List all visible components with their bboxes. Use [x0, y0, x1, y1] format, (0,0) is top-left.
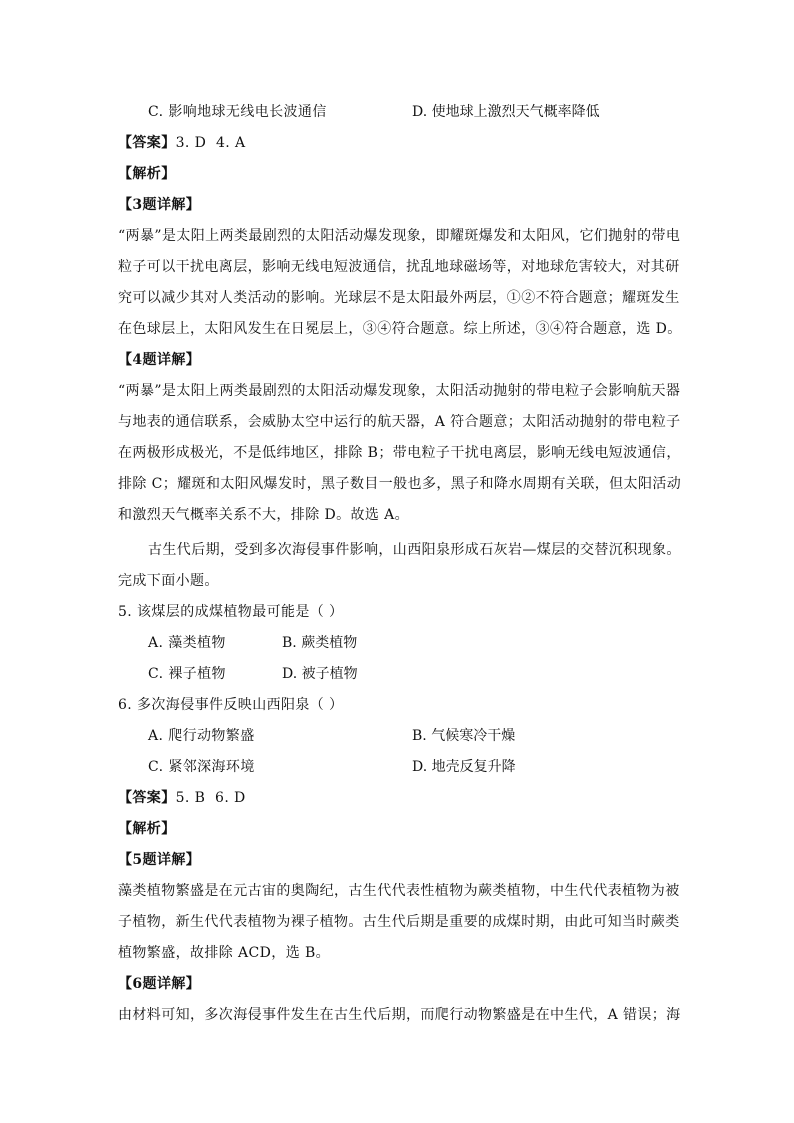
q5-option-c: C. 裸子植物 [148, 666, 226, 682]
q4-detail-line: 排除 C；耀斑和太阳风爆发时，黑子数目一般也多，黑子和降水周期有关联，但太阳活动 [118, 476, 682, 492]
material-text: 古生代后期，受到多次海侵事件影响，山西阳泉形成石灰岩—煤层的交替沉积现象。 [148, 542, 681, 558]
q3-detail-heading: 【3题详解】 [118, 197, 201, 213]
q5-option-d: D. 被子植物 [282, 666, 358, 682]
answer-block-2 [118, 788, 246, 808]
q5-stem: 5. 该煤层的成煤植物最可能是（ ） [118, 604, 344, 620]
q4-detail-line: 与地表的通信联系，会威胁太空中运行的航天器，A 符合题意；太阳活动抛射的带电粒子 [118, 414, 681, 430]
q3-detail-line: “两暴”是太阳上两类最剧烈的太阳活动爆发现象，即耀斑爆发和太阳风，它们抛射的带电 [118, 228, 681, 244]
analysis-heading-1: 【解析】 [118, 166, 176, 182]
q4-option-c: C. 影响地球无线电长波通信 [148, 104, 327, 120]
answer-label: 【答案】 [118, 135, 176, 151]
q6-option-b: B. 气候寒冷干燥 [412, 728, 516, 744]
q3-detail-line: 究可以减少其对人类活动的影响。光球层不是太阳最外两层，①②不符合题意；耀斑发生 [118, 290, 680, 306]
q6-option-d: D. 地壳反复升降 [412, 759, 516, 775]
q4-detail-heading: 【4题详解】 [118, 352, 201, 368]
answer-text: 3. D 4. A [175, 135, 246, 151]
q4-option-d: D. 使地球上激烈天气概率降低 [412, 104, 600, 120]
q4-detail-line: “两暴”是太阳上两类最剧烈的太阳活动爆发现象，太阳活动抛射的带电粒子会影响航天器 [118, 383, 681, 399]
q6-option-c: C. 紧邻深海环境 [148, 759, 255, 775]
material-text: 完成下面小题。 [118, 573, 219, 589]
answer-label: 【答案】 [118, 790, 176, 806]
q6-option-a: A. 爬行动物繁盛 [148, 728, 255, 744]
analysis-heading-2: 【解析】 [118, 821, 176, 837]
q5-option-a: A. 藻类植物 [148, 635, 226, 651]
q5-detail-line: 植物繁盛，故排除 ACD，选 B。 [118, 945, 331, 961]
answer-text: 5. B 6. D [175, 790, 246, 806]
q6-stem: 6. 多次海侵事件反映山西阳泉（ ） [118, 697, 344, 713]
q4-detail-line: 和激烈天气概率关系不大，排除 D。故选 A。 [118, 507, 410, 523]
q5-detail-heading: 【5题详解】 [118, 852, 201, 868]
q5-detail-line: 子植物，新生代代表植物为裸子植物。古生代后期是重要的成煤时期，由此可知当时蕨类 [118, 914, 680, 930]
q6-detail-line: 由材料可知，多次海侵事件发生在古生代后期，而爬行动物繁盛是在中生代，A 错误；海 [118, 1007, 681, 1023]
q4-detail-line: 在两极形成极光，不是低纬地区，排除 B；带电粒子干扰电离层，影响无线电短波通信， [118, 445, 681, 461]
q5-option-b: B. 蕨类植物 [282, 635, 358, 651]
q5-detail-line: 藻类植物繁盛是在元古宙的奥陶纪，古生代代表性植物为蕨类植物，中生代代表植物为被 [118, 883, 680, 899]
answer-block-1 [118, 133, 245, 153]
q3-detail-line: 粒子可以干扰电离层，影响无线电短波通信，扰乱地球磁场等，对地球危害较大，对其研 [118, 259, 680, 275]
q6-detail-heading: 【6题详解】 [118, 976, 201, 992]
q3-detail-line: 在色球层上，太阳风发生在日冕层上，③④符合题意。综上所述，③④符合题意，选 D。 [118, 321, 682, 337]
